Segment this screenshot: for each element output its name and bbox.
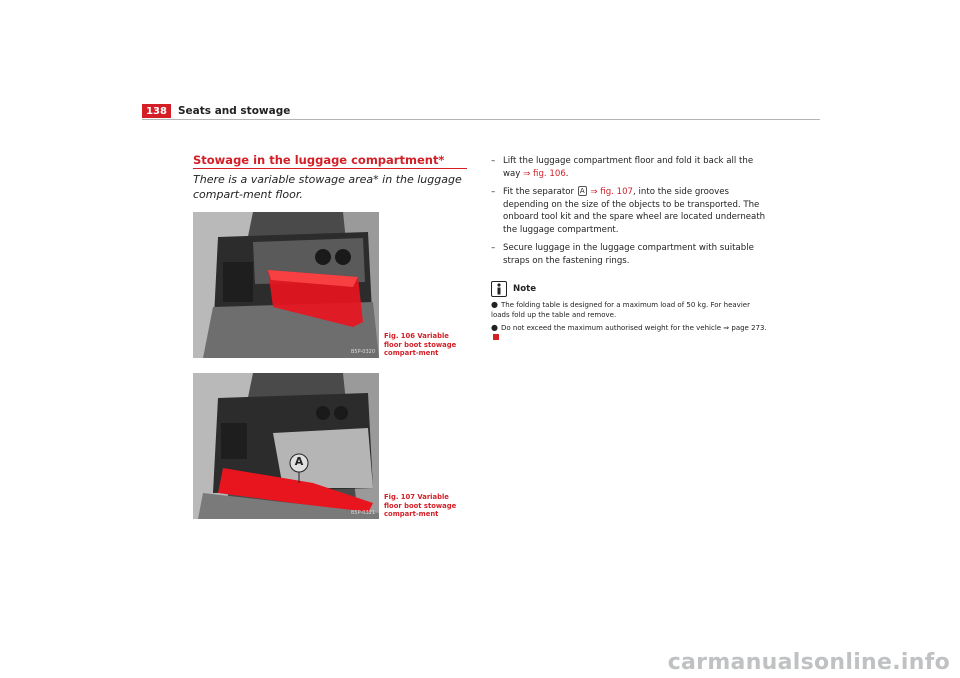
figure-107-caption: Fig. 107 Variable floor boot stowage compart-ment [384,493,457,518]
instructions-column [491,155,767,343]
fig-107-reference[interactable]: ⇒ fig. 107 [587,187,634,197]
step-dash: – [491,156,496,166]
separator-marker: A [579,187,585,195]
section-intro: There is a variable stowage area* in the luggage compart-ment floor. [193,173,462,201]
figure-107-image [193,373,379,519]
section-end-mark [493,334,499,340]
figure-106-code: B5P-0320 [350,349,375,355]
note-title: Note [513,283,537,294]
figure-107-callout: A [294,455,304,468]
figure-106-caption: Fig. 106 Variable floor boot stowage compart-ment [384,332,457,357]
info-icon [491,281,507,297]
note-box [491,281,767,343]
step-2: – Fit the separator A ⇒ fig. 107, into the side grooves depending on the size of the objects to be transported. The onboard tool kit and the spare wheel are located underneath the luggage compartment. [491,187,766,235]
boot-illustration-1 [193,212,379,358]
note-item-1: ● The folding table is designed for a maximum load of 50 kg. For heavier loads fold up the table and remove. [491,300,750,319]
section-title-rule [193,168,467,169]
boot-illustration-2 [193,373,379,519]
section-title: Stowage in the luggage compartment* [193,153,445,167]
page-number: 138 [146,105,167,117]
fig-106-reference[interactable]: ⇒ fig. 106 [523,168,566,179]
page-number-badge [142,104,171,118]
figure-107-code: B5P-0321 [350,510,375,516]
step-3: – Secure luggage in the luggage compartment with suitable straps on the fastening rings. [491,243,754,266]
note-item-2: ● Do not exceed the maximum authorised weight for the vehicle ⇒ page 273. [491,323,767,343]
figure-106-image [193,212,379,358]
header-rule [142,119,820,120]
watermark: carmanualsonline.info [667,650,950,675]
step-1: – Lift the luggage compartment floor and fold it back all the way ⇒ fig. 106. [491,156,754,179]
running-header: Seats and stowage [178,105,291,117]
